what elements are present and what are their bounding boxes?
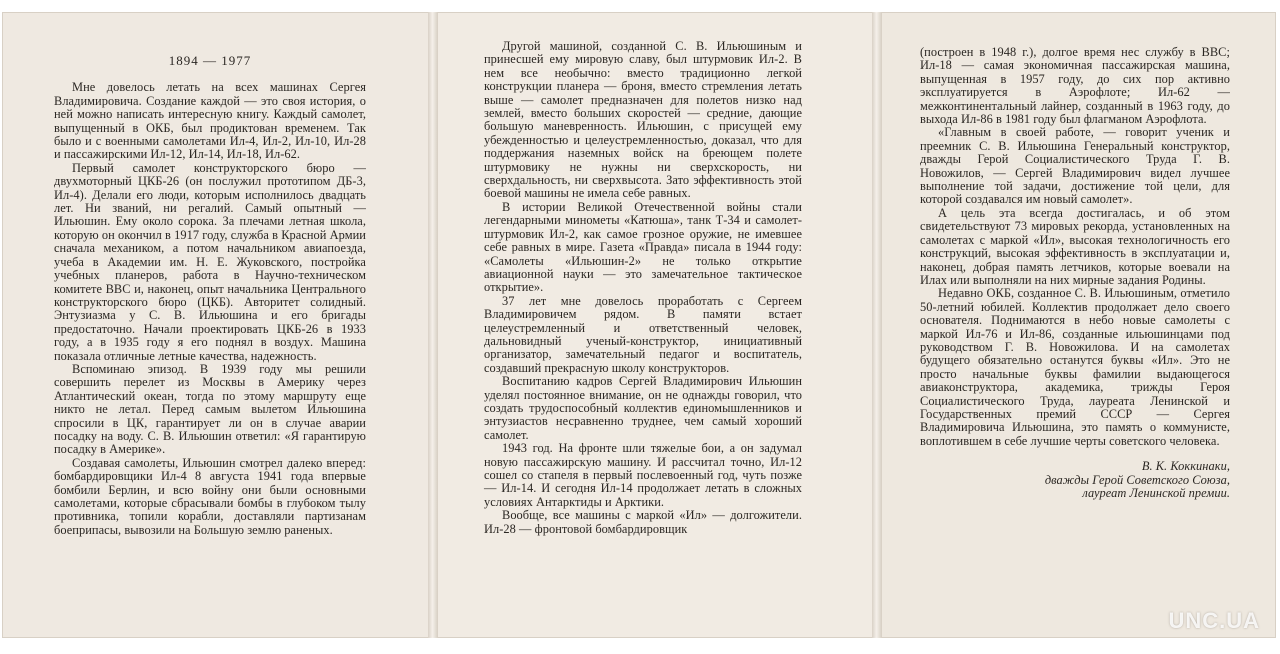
middle-paragraph: Вообще, все машины с маркой «Ил» — долгожители. Ил-28 — фронтовой бомбардировщик: [484, 508, 802, 536]
life-years: 1894 — 1977: [168, 53, 252, 68]
watermark: UNC.UA: [1168, 608, 1260, 633]
signature-name: В. К. Коккинаки,: [1141, 459, 1230, 474]
right-paragraph: Недавно ОКБ, созданное С. В. Ильюшиным, отметило 50-летний юбилей. Коллектив продолжает дело своего основателя. Поднимаются в небо новые самолеты с маркой Ил-76 и Ил-86, созданные ильюшинцами под руководством Г. В. Новожилова. И на самолетах будущего обязательно останутся буквы «Ил». Это не просто начальные буквы фамилии выдающегося авиаконструктора, академика, трижды Героя Социалистического Труда, лауреата Ленинской и Государственных премий СССР — Сергея Владимировича Ильюшина, это память о коммунисте, воплотившем в себе лучшие черты советского человека.: [920, 286, 1230, 448]
middle-paragraph: Другой машиной, созданной С. В. Ильюшиным и принесшей ему мировую славу, был штурмовик Ил-2. В нем все необычно: вместо традиционно легкой конструкции планера — броня, вместо стремления летать выше — самолет предназначен для полетов низко над землей, вместо больших скоростей — средние, дающие большую маневренность. Ильюшин, с присущей ему убежденностью и целеустремленностью, доказал, что для поддержания наземных войск на бреющем полете штурмовику не нужны ни сверхскорость, ни сверхдальность, ни сверхвысота. Зато эффективность этой боевой машины не имела себе равных.: [484, 39, 802, 201]
middle-paragraph: 37 лет мне довелось проработать с Сергеем Владимировичем рядом. В памяти встает целеустремленный и ответственный человек, дальновидный ученый-конструктор, инициативный организатор, замечательный педагог и воспитатель, создавший прекрасную школу конструкторов.: [484, 293, 802, 375]
right-paragraph: «Главным в своей работе, — говорит ученик и преемник С. В. Ильюшина Генеральный конструктор, дважды Герой Социалистического Труда Г. В. Новожилов, — Сергей Владимирович видел лучшее выполнение той задачи, достижение той цели, для которой создавался им новый самолет».: [920, 125, 1230, 207]
fold-line-right: [872, 12, 882, 638]
signature-award: лауреат Ленинской премии.: [1082, 486, 1230, 500]
middle-column: [484, 40, 802, 536]
left-paragraph: Создавая самолеты, Ильюшин смотрел далеко вперед: бомбардировщики Ил-4 8 августа 1941 года впервые бомбили Берлин, и всю войну они были основными самолетами, которые сбрасывали бомбы в глубоком тылу противника, топили корабли, доставляли партизанам боеприпасы, вывозили на Большую землю раненых.: [54, 455, 366, 537]
signature-block: [920, 460, 1230, 500]
left-paragraph: Первый самолет конструкторского бюро — двухмоторный ЦКБ-26 (он послужил прототипом ДБ-3, Ил-4). Делали его люди, которым исполнилось двадцать лет. Ни званий, ни регалий. Самый опытный — Ильюшин. Ему около сорока. За плечами летная школа, которую он окончил в 1917 году, служба в Красной Армии сначала механиком, а потом начальником авиапоезда, учеба в Академии им. Н. Е. Жуковского, постройка учебных планеров, работа в Научно-техническом комитете ВВС и, наконец, опыт начальника Центрального конструкторского бюро (ЦКБ). Авторитет солидный. Энтузиазма у С. В. Ильюшина и его бригады предостаточно. Начали проектировать ЦКБ-26 в 1933 году, а в 1935 году я его поднял в воздух. Машина показала отличные летные качества, надежность.: [54, 160, 366, 363]
left-column: [54, 54, 366, 537]
middle-paragraph: Воспитанию кадров Сергей Владимирович Ильюшин уделял постоянное внимание, он не однажды говорил, что создать трудоспособный коллектив единомышленников и энтузиастов несравненно труднее, чем самый хороший самолет.: [484, 374, 802, 442]
left-paragraph: Вспоминаю эпизод. В 1939 году мы решили совершить перелет из Москвы в Америку через Атлантический океан, тогда по этому маршруту еще никто не летал. Перед самым вылетом Ильюшина спросили в ЦК, гарантирует ли он в случае аварии посадку на воду. С. В. Ильюшин ответил: «Я гарантирую посадку в Америке».: [54, 361, 366, 457]
right-paragraph: А цель эта всегда достигалась, и об этом свидетельствуют 73 мировых рекорда, установленных на самолетах с маркой «Ил», высокая технологичность его конструкций, высокая эффективность в эксплуатации и, наконец, добрая память летчиков, которые воевали на Илах или выполняли на них мирные задания Родины.: [920, 205, 1230, 287]
middle-paragraph: 1943 год. На фронте шли тяжелые бои, а он задумал новую пассажирскую машину. И рассчитал точно, Ил-12 сошел со стапеля в первый послевоенный год, чуть позже — Ил-14. И сегодня Ил-14 продолжает летать в сложных условиях Антарктиды и Арктики.: [484, 441, 802, 509]
middle-paragraph: В истории Великой Отечественной войны стали легендарными минометы «Катюша», танк Т-34 и самолет-штурмовик Ил-2, как самое грозное оружие, не имевшее себе равных в мире. Газета «Правда» писала в 1944 году: «Самолеты «Ильюшин-2» не только открытие авиационной науки — это замечательное тактическое открытие».: [484, 199, 802, 295]
fold-line-left: [428, 12, 438, 638]
left-paragraph: Мне довелось летать на всех машинах Сергея Владимировича. Создание каждой — это своя история, о ней можно написать интересную книгу. Каждый самолет, выпущенный в ОКБ, был продиктован временем. Так было и с военными самолетами Ил-4, Ил-2, Ил-10, Ил-28 и пассажирскими Ил-12, Ил-14, Ил-18, Ил-62.: [54, 80, 366, 162]
right-paragraph: (построен в 1948 г.), долгое время нес службу в ВВС; Ил-18 — самая экономичная пассажирская машина, выпущенная в 1957 году, до сих пор активно эксплуатируется в Аэрофлоте; Ил-62 — межконтинентальный лайнер, созданный в 1963 году, до выхода Ил-86 в 1981 году был флагманом Аэрофлота.: [920, 45, 1230, 127]
right-column: [920, 46, 1230, 500]
signature-title: дважды Герой Советского Союза,: [1044, 472, 1230, 487]
